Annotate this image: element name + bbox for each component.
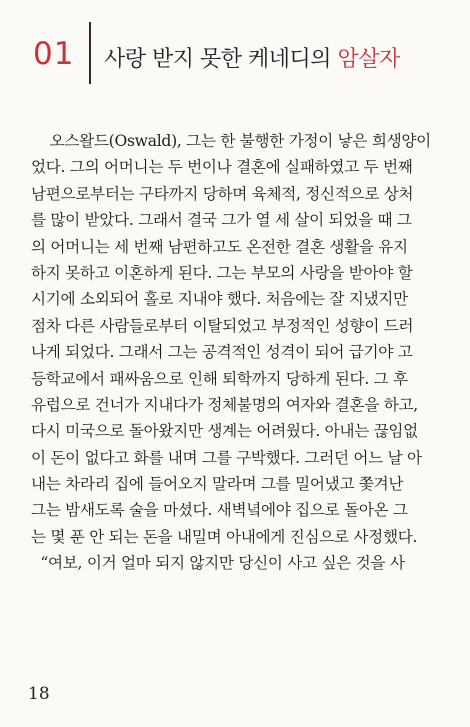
body-text bbox=[31, 128, 445, 577]
chapter-number: 01 bbox=[33, 36, 75, 72]
body-line: 오스왈드(Oswald), 그는 한 불행한 가정이 낳은 희생양이 bbox=[31, 132, 431, 150]
body-line: 를 많이 받았다. 그래서 결국 그가 열 세 살이 되었을 때 그 bbox=[31, 211, 412, 230]
body-line: 는 몇 푼 안 되는 돈을 내밀며 아내에게 진심으로 사정했다. bbox=[31, 527, 418, 546]
header-divider bbox=[89, 22, 91, 84]
body-line: 내는 차라리 집에 들어오지 말라며 그를 밀어냈고 쫓겨난 bbox=[31, 475, 404, 494]
body-line: 이 돈이 없다고 화를 내며 그를 구박했다. 그러던 어느 날 아 bbox=[31, 448, 422, 467]
body-line: 었다. 그의 어머니는 두 번이나 결혼에 실패하였고 두 번째 bbox=[31, 158, 413, 177]
chapter-header bbox=[0, 0, 470, 100]
body-line: 점차 다른 사람들로부터 이탈되었고 부정적인 성향이 드러 bbox=[31, 316, 414, 335]
chapter-title bbox=[104, 42, 400, 73]
body-line: 유럽으로 건너가 지내다가 정체불명의 여자와 결혼을 하고, bbox=[31, 395, 418, 414]
body-line: 남편으로부터는 구타까지 당하며 육체적, 정신적으로 상처 bbox=[31, 184, 414, 203]
page-number: 18 bbox=[28, 684, 50, 704]
body-line: 그는 밤새도록 술을 마셨다. 새벽녘에야 집으로 돌아온 그 bbox=[31, 501, 408, 520]
chapter-title-main: 사랑 받지 못한 케네디의 bbox=[104, 47, 338, 72]
chapter-title-accent: 암살자 bbox=[337, 47, 400, 72]
body-line: 다시 미국으로 돌아왔지만 생계는 어려웠다. 아내는 끊임없 bbox=[31, 422, 418, 441]
body-line: 나게 되었다. 그래서 그는 공격적인 성격이 되어 급기야 고 bbox=[31, 343, 413, 362]
body-line: 의 어머니는 세 번째 남편하고도 온전한 결혼 생활을 유지 bbox=[31, 237, 408, 256]
body-line: 하지 못하고 이혼하게 된다. 그는 부모의 사랑을 받아야 할 bbox=[31, 263, 413, 282]
body-line: 시기에 소외되어 홀로 지내야 했다. 처음에는 잘 지냈지만 bbox=[31, 290, 408, 309]
body-line: “여보, 이거 얼마 되지 않지만 당신이 사고 싶은 것을 사 bbox=[31, 554, 405, 573]
body-line: 등학교에서 패싸움으로 인해 퇴학까지 당하게 된다. 그 후 bbox=[31, 369, 408, 388]
